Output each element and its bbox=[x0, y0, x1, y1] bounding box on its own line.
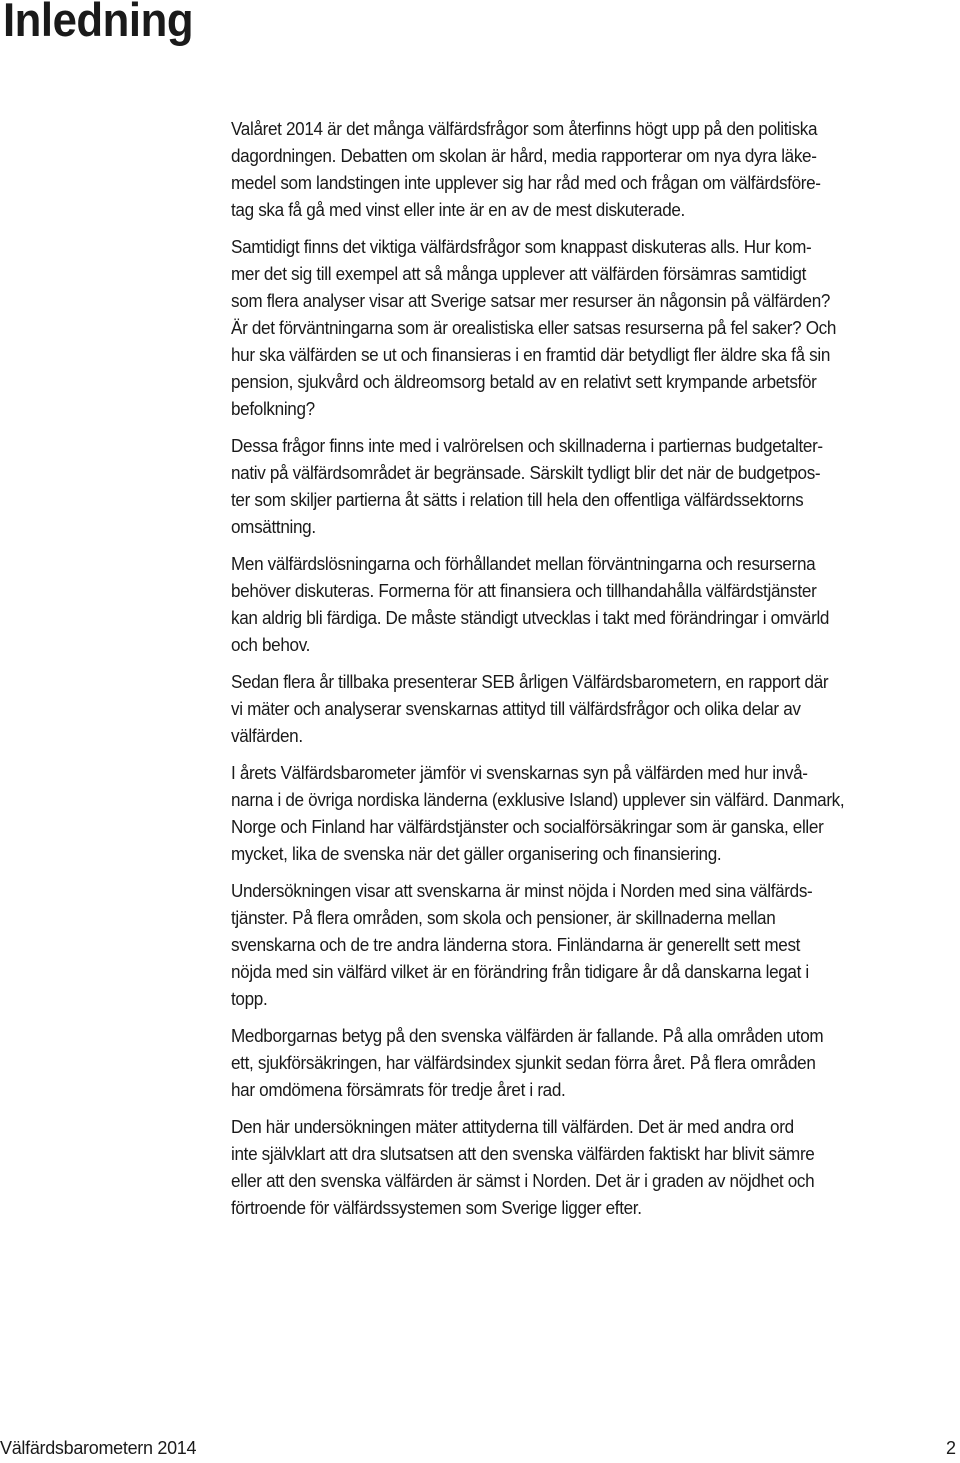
paragraph: Men välfärdslösningarna och förhållandet mellan förväntningarna och resurserna behöver diskuteras. Formerna för att finansiera och tillhandahålla välfärdstjänster kan aldrig bli färdiga. De måste ständigt utvecklas i takt med förändringar i omvärld och behov. bbox=[231, 554, 830, 655]
paragraph: Samtidigt finns det viktiga välfärdsfrågor som knappast diskuteras alls. Hur kom- mer det sig till exempel att så många upplever att välfärden försämras samtidigt som flera analyser visar att Sverige satsar mer resurser än någonsin på välfärden? Är det förväntningarna som är orealistiska eller satsas resurserna på fel saker? Och hur ska välfärden se ut och finansieras i en framtid där betydligt fler äldre ska få sin pension, sjukvård och äldreomsorg betald av en relativt sett krympande arbetsför befolkning? bbox=[231, 237, 837, 419]
paragraph: Medborgarnas betyg på den svenska välfärden är fallande. På alla områden utom ett, sjukförsäkringen, har välfärdsindex sjunkit sedan förra året. På flera områden har omdömena försämrats för tredje året i rad. bbox=[231, 1026, 824, 1100]
paragraph: Den här undersökningen mäter attityderna till välfärden. Det är med andra ord inte självklart att dra slutsatsen att den svenska välfärden faktiskt har blivit sämre eller att den svenska välfärden är sämst i Norden. Det är i graden av nöjdhet och förtroende för välfärdssystemen som Sverige ligger efter. bbox=[231, 1117, 815, 1218]
page-title: Inledning bbox=[3, 0, 194, 46]
body-text bbox=[231, 116, 903, 1232]
paragraph: Valåret 2014 är det många välfärdsfrågor som återfinns högt upp på den politiska dagordningen. Debatten om skolan är hård, media rapporterar om nya dyra läke- medel som landstingen inte upplever sig har råd med och frågan om välfärdsföre- tag ska få gå med vinst eller inte är en av de mest diskuterade. bbox=[231, 119, 821, 220]
paragraph: Sedan flera år tillbaka presenterar SEB årligen Välfärdsbarometern, en rapport där vi mäter och analyserar svenskarnas attityd till välfärdsfrågor och olika delar av välfärden. bbox=[231, 672, 829, 746]
paragraph: I årets Välfärdsbarometer jämför vi svenskarnas syn på välfärden med hur invå- narna i de övriga nordiska länderna (exklusive Island) upplever sin välfärd. Danmark, Norge och Finland har välfärdstjänster och socialförsäkringar som är ganska, eller mycket, lika de svenska när det gäller organisering och finansiering. bbox=[231, 763, 845, 864]
paragraph: Undersökningen visar att svenskarna är minst nöjda i Norden med sina välfärds- tjänster. På flera områden, som skola och pensioner, är skillnaderna mellan svenskarna och de tre andra länderna stora. Finländarna är generellt sett mest nöjda med sin välfärd vilket är en förändring från tidigare år då danskarna legat i topp. bbox=[231, 881, 813, 1009]
paragraph: Dessa frågor finns inte med i valrörelsen och skillnaderna i partiernas budgetalter- nativ på välfärdsområdet är begränsade. Särskilt tydligt blir det när de budgetpos- ter som skiljer partierna åt sätts i relation till hela den offentliga välfärdssektorns omsättning. bbox=[231, 436, 823, 537]
footer-page-number: 2 bbox=[945, 1438, 956, 1458]
footer-publication-title: Välfärdsbarometern 2014 bbox=[0, 1438, 197, 1458]
